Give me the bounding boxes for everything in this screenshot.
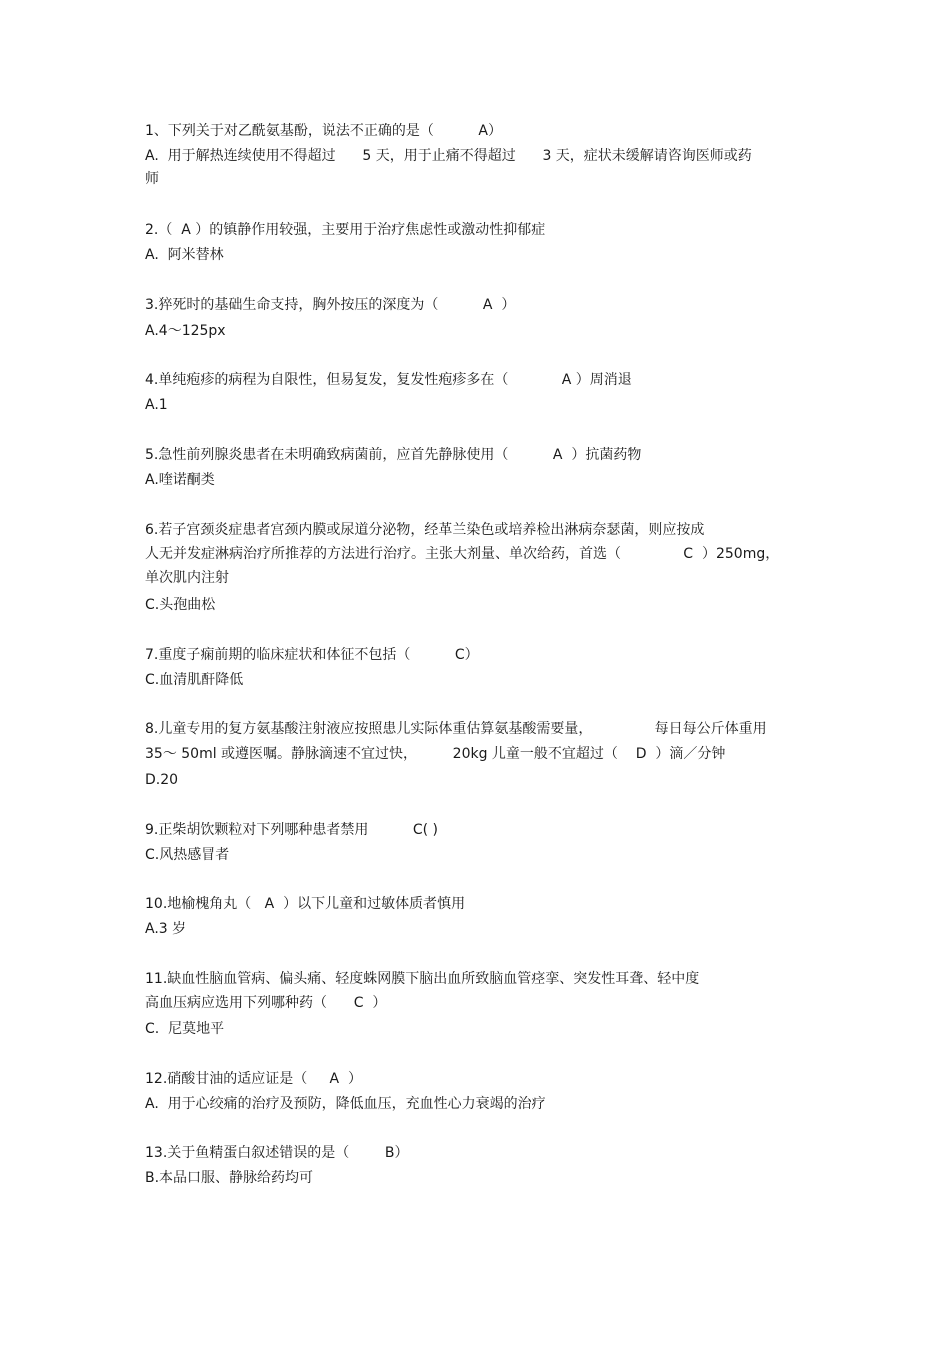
question-8-stem-cont: 35～ 50ml 或遵医嘱。静脉滴速不宜过快， 20kg 儿童一般不宜超过（ D ）滴／分钟 [145, 746, 726, 762]
question-2-answer: A. 阿米替林 [145, 247, 224, 263]
question-5-answer: A.喹诺酮类 [145, 472, 215, 488]
question-5-stem: 5.急性前列腺炎患者在未明确致病菌前，应首先静脉使用（ A ）抗菌药物 [145, 447, 642, 463]
question-6-answer: C.头孢曲松 [145, 597, 216, 613]
question-9-answer: C.风热感冒者 [145, 847, 230, 863]
question-2-stem: 2.（ A ）的镇静作用较强，主要用于治疗焦虑性或激动性抑郁症 [145, 222, 546, 238]
question-10-stem: 10.地榆槐角丸（ A ）以下儿童和过敏体质者慎用 [145, 896, 466, 912]
question-1-stem: 1、下列关于对乙酰氨基酚，说法不正确的是（ A） [145, 123, 502, 139]
question-6-stem-cont-2: 单次肌内注射 [145, 570, 229, 586]
question-13-stem: 13.关于鱼精蛋白叙述错误的是（ B） [145, 1145, 409, 1161]
question-12-answer: A. 用于心绞痛的治疗及预防，降低血压，充血性心力衰竭的治疗 [145, 1096, 546, 1112]
question-7-stem: 7.重度子痫前期的临床症状和体征不包括（ C） [145, 647, 479, 663]
question-13-answer: B.本品口服、静脉给药均可 [145, 1170, 314, 1186]
question-3-answer: A.4～125px [145, 323, 226, 339]
question-11-stem: 11.缺血性脑血管病、偏头痛、轻度蛛网膜下脑出血所致脑血管痉挛、突发性耳聋、轻中度 [145, 971, 700, 987]
question-1-answer: A. 用于解热连续使用不得超过 5 天，用于止痛不得超过 3 天，症状未缓解请咨询医师或药 [145, 148, 752, 164]
question-6-stem: 6.若子宫颈炎症患者宫颈内膜或尿道分泌物，经革兰染色或培养检出淋病奈瑟菌，则应按成 [145, 522, 705, 538]
question-3-stem: 3.猝死时的基础生命支持，胸外按压的深度为（ A ） [145, 297, 516, 313]
question-4-stem: 4.单纯疱疹的病程为自限性，但易复发，复发性疱疹多在（ A ）周消退 [145, 372, 632, 388]
question-10-answer: A.3 岁 [145, 921, 187, 937]
question-4-answer: A.1 [145, 397, 168, 413]
question-11-answer: C. 尼莫地平 [145, 1021, 225, 1037]
question-9-stem: 9.正柴胡饮颗粒对下列哪种患者禁用 C( ) [145, 822, 439, 838]
question-7-answer: C.血清肌酐降低 [145, 672, 244, 688]
question-11-stem-cont: 高血压病应选用下列哪种药（ C ） [145, 995, 387, 1011]
question-1-answer-cont: 师 [145, 171, 159, 187]
question-12-stem: 12.硝酸甘油的适应证是（ A ） [145, 1071, 362, 1087]
question-6-stem-cont: 人无并发症淋病治疗所推荐的方法进行治疗。主张大剂量、单次给药，首选（ C ）250mg， [145, 546, 780, 562]
question-8-answer: D.20 [145, 772, 179, 788]
question-8-stem: 8.儿童专用的复方氨基酸注射液应按照患儿实际体重估算氨基酸需要量， 每日每公斤体重用 [145, 721, 767, 737]
